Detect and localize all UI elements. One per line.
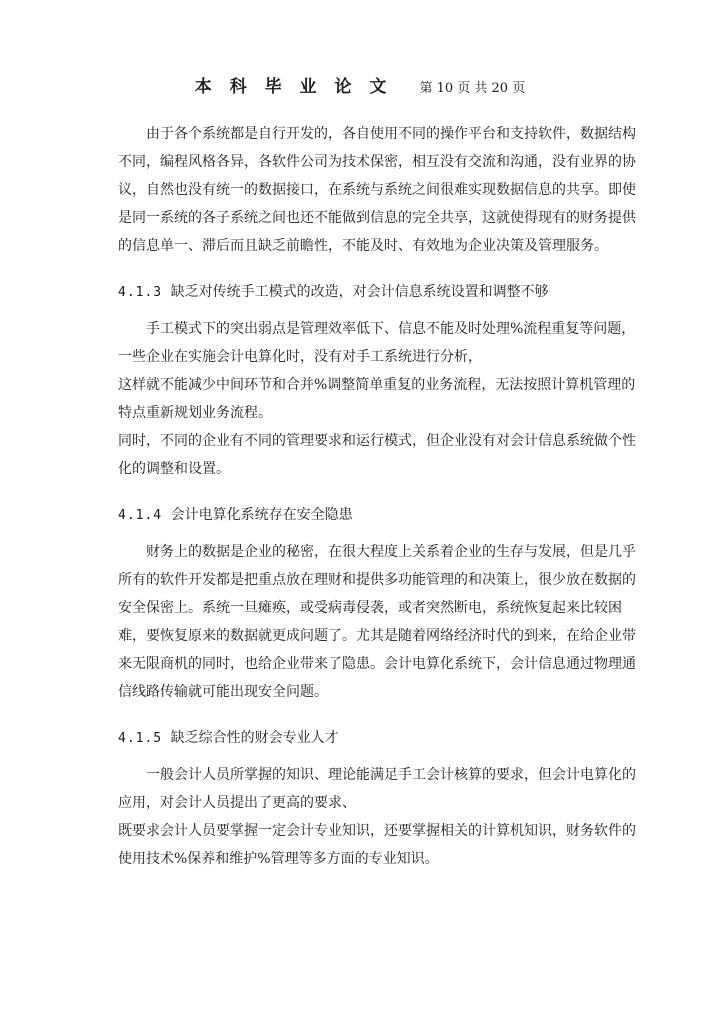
section-heading-4-1-4 <box>118 501 646 530</box>
section-number: 4.1.3 <box>118 285 163 300</box>
document-body <box>118 120 646 873</box>
page-number: 第 10 页 共 20 页 <box>419 81 526 96</box>
section-title: 会计电算化系统存在安全隐患 <box>170 507 353 523</box>
paragraph: 同时，不同的企业有不同的管理要求和运行模式，但企业没有对会计信息系统做个性化的调整和设置。 <box>118 433 636 477</box>
page-header <box>0 72 720 97</box>
paragraph: 既要求会计人员要掌握一定会计专业知识，还要掌握相关的计算机知识，财务软件的使用技术%保养和维护%管理等多方面的专业知识。 <box>118 823 636 867</box>
document-title: 本 科 毕 业 论 文 <box>194 77 393 97</box>
section-number: 4.1.4 <box>118 508 163 523</box>
section-title: 缺乏综合性的财会专业人才 <box>170 730 339 746</box>
paragraph: 这样就不能减少中间环节和合并%调整简单重复的业务流程，无法按照计算机管理的特点重新规划业务流程。 <box>118 377 636 421</box>
section-heading-4-1-3 <box>118 278 646 307</box>
paragraph: 一般会计人员所掌握的知识、理论能满足手工会计核算的要求，但会计电算化的应用，对会计人员提出了更高的要求、 <box>118 767 636 811</box>
section-title: 缺乏对传统手工模式的改造，对会计信息系统设置和调整不够 <box>170 284 549 300</box>
paragraph: 手工模式下的突出弱点是管理效率低下、信息不能及时处理%流程重复等问题，一些企业在实施会计电算化时，没有对手工系统进行分析， <box>118 321 636 365</box>
section-heading-4-1-5 <box>118 724 646 753</box>
intro-paragraph: 由于各个系统都是自行开发的，各自使用不同的操作平台和支持软件，数据结构不同，编程风格各异，各软件公司为技术保密，相互没有交流和沟通，没有业界的协议，自然也没有统一的数据接口，在系统与系统之间很难实现数据信息的共享。即使是同一系统的各子系统之间也还不能做到信息的完全共享，这就使得现有的财务提供的信息单一、滞后而且缺乏前瞻性，不能及时、有效地为企业决策及管理服务。 <box>118 126 636 254</box>
paragraph: 财务上的数据是企业的秘密，在很大程度上关系着企业的生存与发展，但是几乎所有的软件开发都是把重点放在理财和提供多功能管理的和决策上，很少放在数据的安全保密上。系统一旦瘫痪，或受病毒侵袭，或者突然断电，系统恢复起来比较困难，要恢复原来的数据就更成问题了。尤其是随着网络经济时代的到来，在给企业带来无限商机的同时，也给企业带来了隐患。会计电算化系统下，会计信息通过物理通信线路传输就可能出现安全问题。 <box>118 544 636 700</box>
section-number: 4.1.5 <box>118 731 163 746</box>
